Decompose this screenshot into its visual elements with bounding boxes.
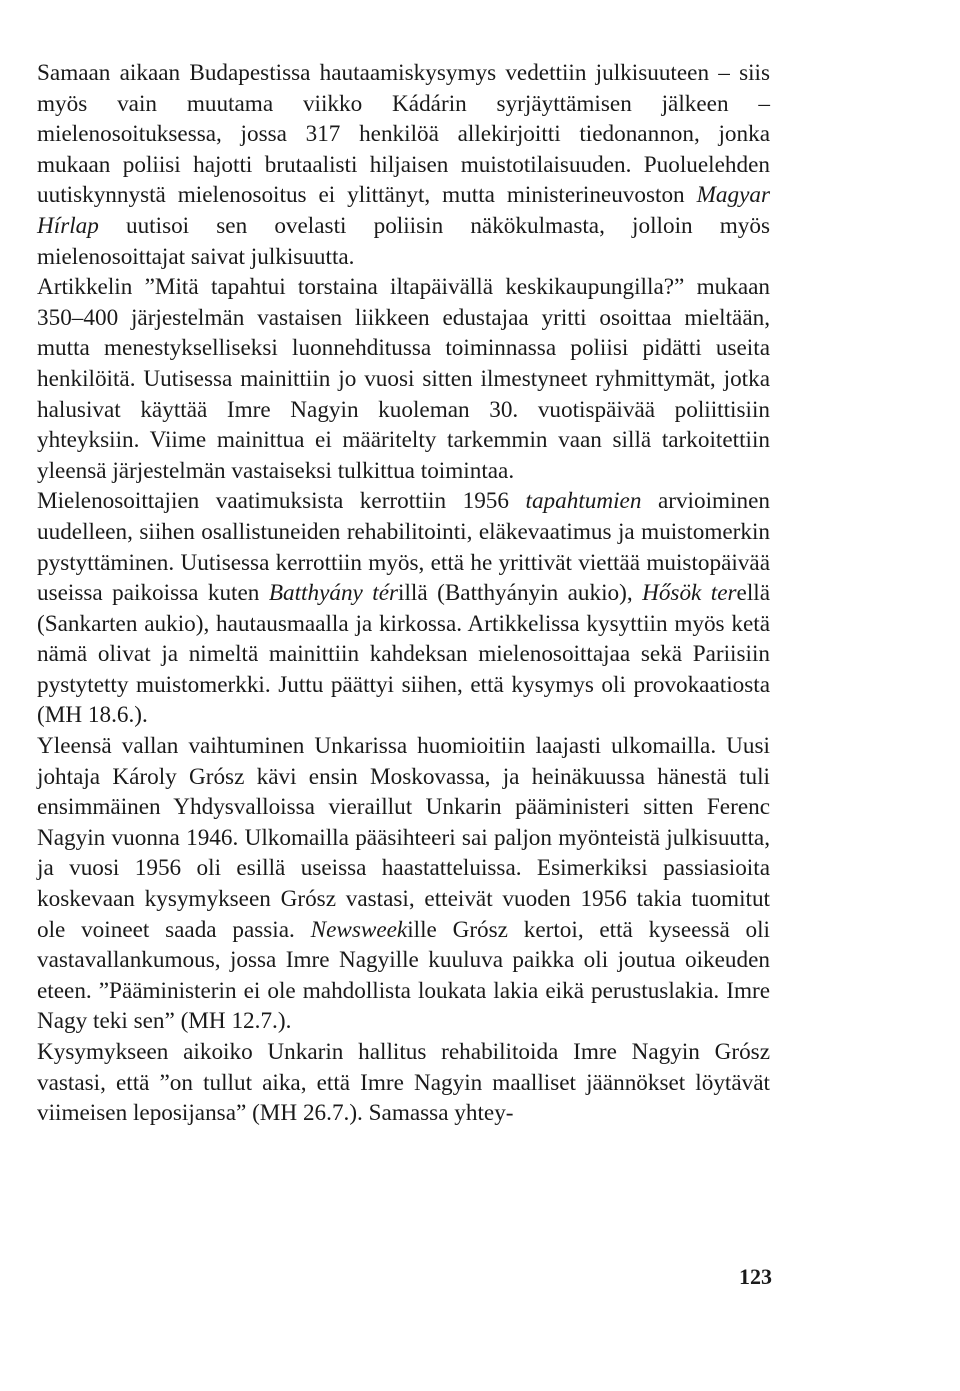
paragraph-3-italic-2: Batthyány tér [268, 580, 399, 607]
paragraph-3 [37, 486, 770, 731]
body-text [37, 58, 770, 1129]
paragraph-1-text-2: uutisoi sen ovelasti poliisin näkökulmasta, jolloin myös mielenosoittajat saivat julkisuutta. [37, 212, 770, 270]
paragraph-2-text-1: Artikkelin ”Mitä tapahtui torstaina iltapäivällä keskikaupungilla?” mukaan 350–400 järjestelmän vastaisen liikkeen edustajaa yritti osoittaa mieltään, mutta menestykselliseksi luonnehditussa toiminnassa poliisi pidätti useita henkilöitä. Uutisessa mainittiin jo vuosi sitten ilmestyneet ryhmittymät, jotka halusivat käyttää Imre Nagyin kuoleman 30. vuotispäivää poliittisiin yhteyksiin. Viime mainittua ei määritelty tarkemmin vaan sillä tarkoitettiin yleensä järjestelmän vastaiseksi tulkittua toimintaa. [37, 274, 770, 484]
paragraph-3-text-4: ellä (Sankarten aukio), hautausmaalla ja kirkossa. Artikkelissa kysyttiin myös ketä nämä olivat ja nimeltä mainittiin kahdeksan mielenosoittajaa sekä Pariisiin pystytetty muistomerkki. Juttu päättyi siihen, että kysymys oli provokaatiosta (MH 18.6.). [37, 580, 771, 729]
paragraph-4 [37, 731, 770, 1037]
paragraph-2 [37, 272, 770, 486]
paragraph-5-text-1: Kysymykseen aikoiko Unkarin hallitus rehabilitoida Imre Nagyin Grósz vastasi, että ”on tullut aika, että Imre Nagyin maalliset jäännökset löytävät viimeisen leposijansa” (MH 26.7.). Samassa yhtey- [37, 1039, 770, 1127]
paragraph-5 [37, 1037, 770, 1129]
paragraph-4-text-2: ille Grósz kertoi, että kyseessä oli vastavallankumous, jossa Imre Nagyille kuuluva paikka oli joutua oikeuden eteen. ”Pääministerin ei ole mahdollista loukata lakia eikä perustuslakia. Imre Nagy teki sen” (MH 12.7.). [37, 916, 770, 1035]
paragraph-4-text-1: Yleensä vallan vaihtuminen Unkarissa huomioitiin laajasti ulkomailla. Uusi johtaja Károly Grósz kävi ensin Moskovassa, ja heinäkuussa hänestä tuli ensimmäinen Yhdysvalloissa vieraillut Unkarin pääministeri sitten Ferenc Nagyin vuonna 1946. Ulkomailla pääsihteeri sai paljon myönteistä julkisuutta, ja vuosi 1956 oli esillä useissa haastatteluissa. Esimerkiksi passiasioita koskevaan kysymykseen Grósz vastasi, etteivät vuoden 1956 takia tuomitut ole voineet saada passia. [37, 733, 770, 943]
page-number: 123 [739, 1264, 772, 1289]
paragraph-3-italic-1: tapahtumien [525, 488, 642, 515]
paragraph-3-text-3: illä (Batthyányin aukio), [398, 580, 643, 607]
paragraph-1-text-1: Samaan aikaan Budapestissa hautaamiskysymys vedettiin julkisuuteen – siis myös vain muutama viikko Kádárin syrjäyttämisen jälkeen – mielenosoituksessa, jossa 317 henkilöä allekirjoitti tiedonannon, jonka mukaan poliisi hajotti brutaalisti hiljaisen muistotilaisuuden. Puoluelehden uutiskynnystä mielenosoitus ei ylittänyt, mutta ministerineuvoston [37, 60, 770, 209]
paragraph-1-italic-newspaper: Magyar Hírlap [37, 182, 770, 239]
paragraph-1 [37, 58, 770, 272]
paragraph-4-italic-1: Newsweek [310, 916, 408, 943]
paragraph-3-text-2: arvioiminen uudelleen, siihen osallistuneiden rehabilitointi, eläkevaatimus ja muistomerkin pystyttäminen. Uutisessa kerrottiin myös, että he yrittivät viettää muistopäivää useissa paikoissa kuten [37, 488, 770, 607]
paragraph-3-text-1: Mielenosoittajien vaatimuksista kerrottiin 1956 [37, 488, 526, 515]
paragraph-3-italic-3: Hősök ter [642, 580, 737, 607]
